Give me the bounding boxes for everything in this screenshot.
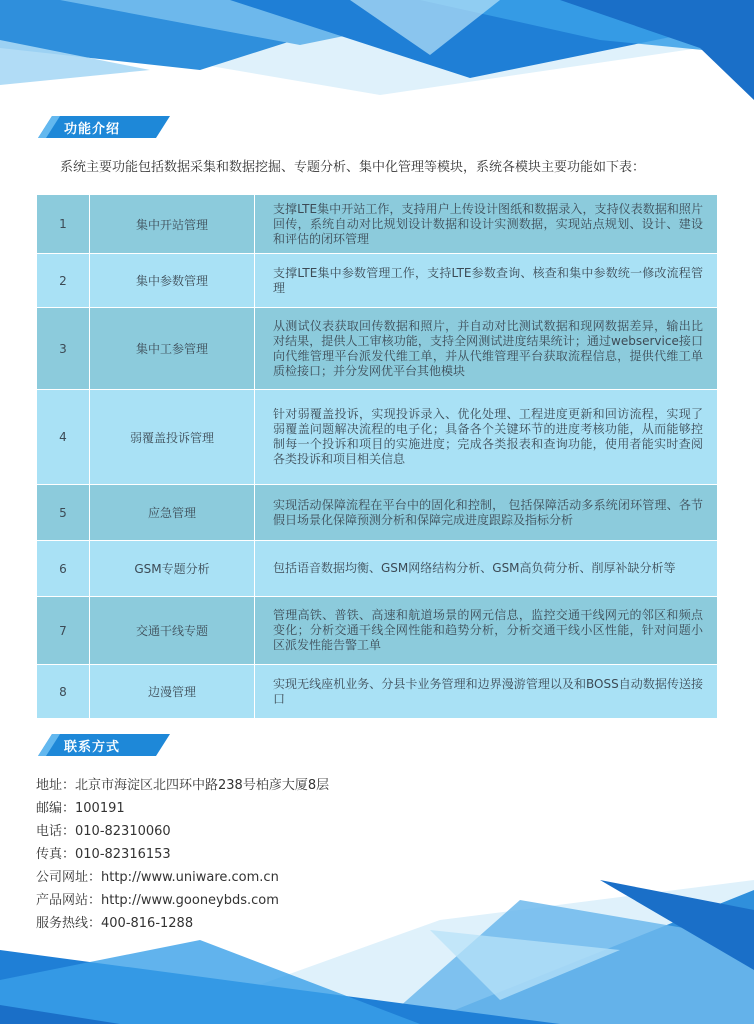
row-number: 7 xyxy=(37,597,90,665)
postcode-line: 邮编：100191 xyxy=(36,801,125,816)
module-description: 实现活动保障流程在平台中的固化和控制， 包括保障活动多系统闭环管理、各节假日场景化保障预测分析和保障完成进度跟踪及指标分析 xyxy=(255,485,718,541)
function-table xyxy=(36,194,718,719)
intro-text: 系统主要功能包括数据采集和数据挖掘、专题分析、集中化管理等模块，系统各模块主要功能如下表： xyxy=(60,160,646,175)
section-tag-contact xyxy=(38,734,170,756)
module-name: 弱覆盖投诉管理 xyxy=(90,390,255,485)
module-description: 针对弱覆盖投诉，实现投诉录入、优化处理、工程进度更新和回访流程，实现了弱覆盖问题解决流程的电子化；具备各个关键环节的进度考核功能，从而能够控制每一个投诉和项目的实施进度；完成各类报表和查询功能，使用者能实时查阅各类投诉和项目相关信息 xyxy=(255,390,718,485)
module-description: 从测试仪表获取回传数据和照片，并自动对比测试数据和现网数据差异，输出比对结果，提供人工审核功能，支持全网测试进度结果统计；通过webservice接口向代维管理平台派发代维工单，并从代维管理平台获取流程信息，提供代维工单质检接口；并分发网优平台其他模块 xyxy=(255,308,718,390)
features-title: 功能介绍 xyxy=(64,122,121,137)
module-description: 支撑LTE集中参数管理工作，支持LTE参数查询、核查和集中参数统一修改流程管理 xyxy=(255,254,718,308)
module-name: 集中开站管理 xyxy=(90,195,255,254)
hotline-line: 服务热线：400-816-1288 xyxy=(36,916,194,931)
module-name: 交通干线专题 xyxy=(90,597,255,665)
table-row xyxy=(37,308,718,390)
module-name: GSM专题分析 xyxy=(90,541,255,597)
row-number: 6 xyxy=(37,541,90,597)
row-number: 8 xyxy=(37,665,90,719)
table-row xyxy=(37,665,718,719)
table-row xyxy=(37,254,718,308)
row-number: 1 xyxy=(37,195,90,254)
module-description: 管理高铁、普铁、高速和航道场景的网元信息，监控交通干线网元的邻区和频点变化；分析交通干线全网性能和趋势分析，分析交通干线小区性能，针对问题小区派发性能告警工单 xyxy=(255,597,718,665)
table-row xyxy=(37,541,718,597)
table-row xyxy=(37,485,718,541)
module-description: 实现无线座机业务、分县卡业务管理和边界漫游管理以及和BOSS自动数据传送接口 xyxy=(255,665,718,719)
row-number: 5 xyxy=(37,485,90,541)
row-number: 4 xyxy=(37,390,90,485)
address-line: 地址：北京市海淀区北四环中路238号柏彦大厦8层 xyxy=(36,778,330,793)
table-row xyxy=(37,390,718,485)
row-number: 3 xyxy=(37,308,90,390)
row-number: 2 xyxy=(37,254,90,308)
table-row xyxy=(37,597,718,665)
product-website-line: 产品网站：http://www.gooneybds.com xyxy=(36,893,279,908)
fax-line: 传真：010-82316153 xyxy=(36,847,171,862)
bottom-decoration xyxy=(0,880,754,1024)
module-name: 边漫管理 xyxy=(90,665,255,719)
module-name: 集中参数管理 xyxy=(90,254,255,308)
module-name: 集中工参管理 xyxy=(90,308,255,390)
module-description: 包括语音数据均衡、GSM网络结构分析、GSM高负荷分析、削厚补缺分析等 xyxy=(255,541,718,597)
table-row xyxy=(37,195,718,254)
contact-title: 联系方式 xyxy=(64,740,121,755)
top-decoration xyxy=(0,0,754,110)
module-description: 支撑LTE集中开站工作，支持用户上传设计图纸和数据录入，支持仪表数据和照片回传，系统自动对比规划设计数据和设计实测数据，实现站点规划、设计、建设和评估的闭环管理 xyxy=(255,195,718,254)
company-website-line: 公司网址：http://www.uniware.com.cn xyxy=(36,870,279,885)
section-tag-features xyxy=(38,116,170,138)
phone-line: 电话：010-82310060 xyxy=(36,824,171,839)
module-name: 应急管理 xyxy=(90,485,255,541)
